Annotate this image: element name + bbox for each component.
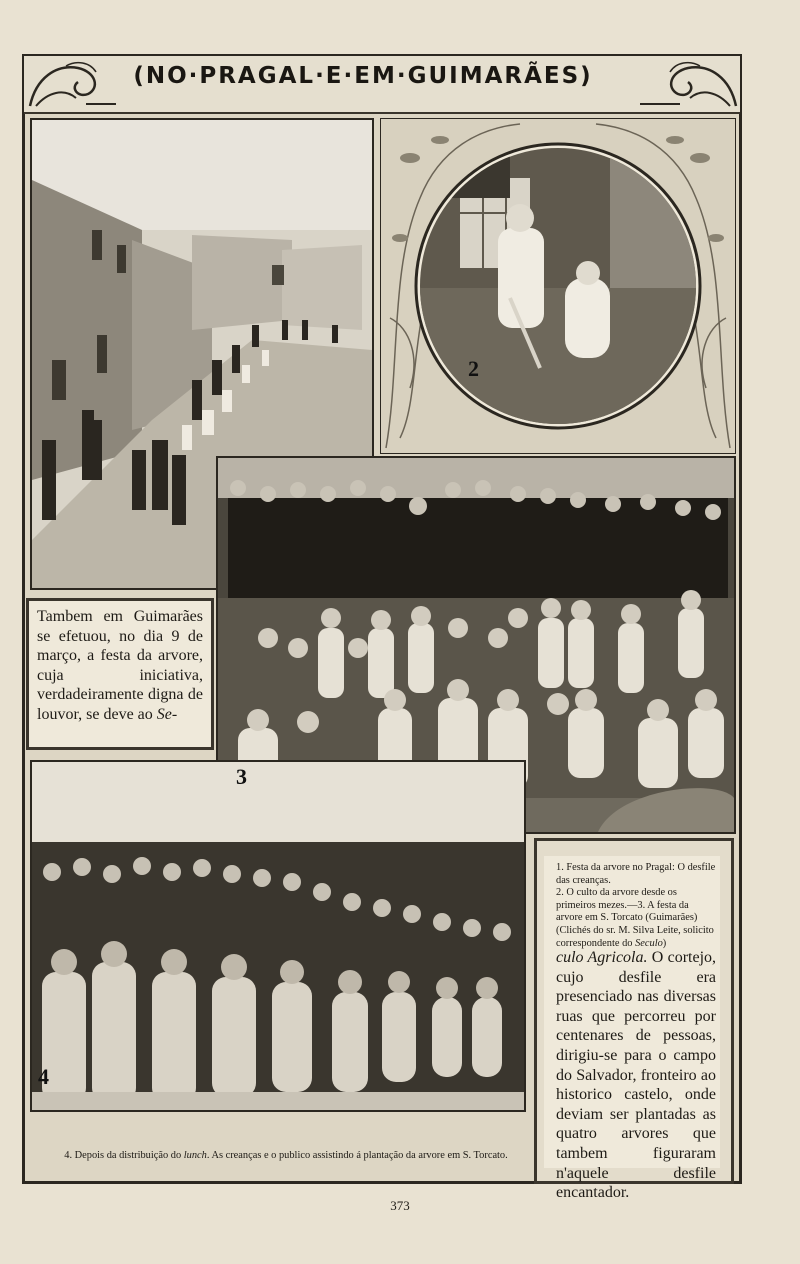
right-text-body: O cortejo, cujo desfile era presenciado nas diversas ruas que percorreu por centenares de pessoas, dirigiu-se para o campo do Salvador, fronteiro ao historico castelo, onde deviam ser plantadas as quatro arvores que tambem figuraram n'aquele desfile encantador. [556, 949, 717, 1202]
caption-1: 1. Festa da arvore no Pragal: O desfile das creanças. [556, 862, 716, 886]
left-text-italic: Se- [156, 705, 178, 723]
page-number: 373 [390, 1198, 410, 1213]
photo-3-number: 3 [236, 764, 247, 789]
left-text-box [26, 598, 214, 750]
left-ornament-icon [26, 58, 118, 110]
page-title: (NO·PRAGAL·E·EM·GUIMARÃES) [133, 63, 593, 89]
bottom-caption-prefix: 4. Depois da distribuição do [64, 1150, 182, 1161]
right-text [556, 948, 716, 1203]
left-text-intro: Tambem em Guimarães se efetuou, no dia 9 de março, a festa da arvore, cuja iniciativa, verdadeiramente digna de louvor, se deve ao [37, 608, 203, 723]
photo-2-number: 2 [468, 356, 479, 381]
caption-2 [556, 887, 716, 950]
left-text [37, 607, 203, 725]
caption-2-italic: Seculo [635, 937, 663, 949]
photo-2-frame [380, 118, 736, 454]
bottom-caption-italic: lunch [183, 1150, 207, 1161]
bottom-caption [44, 1150, 528, 1163]
caption-2-end: ) [662, 937, 667, 949]
right-text-italic: culo Agricola. [556, 949, 648, 966]
right-captions [556, 862, 716, 950]
photo-4-number: 4 [38, 1064, 49, 1089]
caption-2-text: 2. O culto da arvore desde os primeiros mezes.—3. A festa da arvore em S. Torcato (Guimarães) (Clichés do sr. M. Silva Leite, solicito correspondente do [556, 887, 714, 949]
photo-4-crowd [30, 760, 526, 1112]
right-ornament-icon [640, 58, 740, 110]
bottom-caption-suffix: . As creanças e o publico assistindo á plantação da arvore em S. Torcato. [206, 1150, 508, 1161]
